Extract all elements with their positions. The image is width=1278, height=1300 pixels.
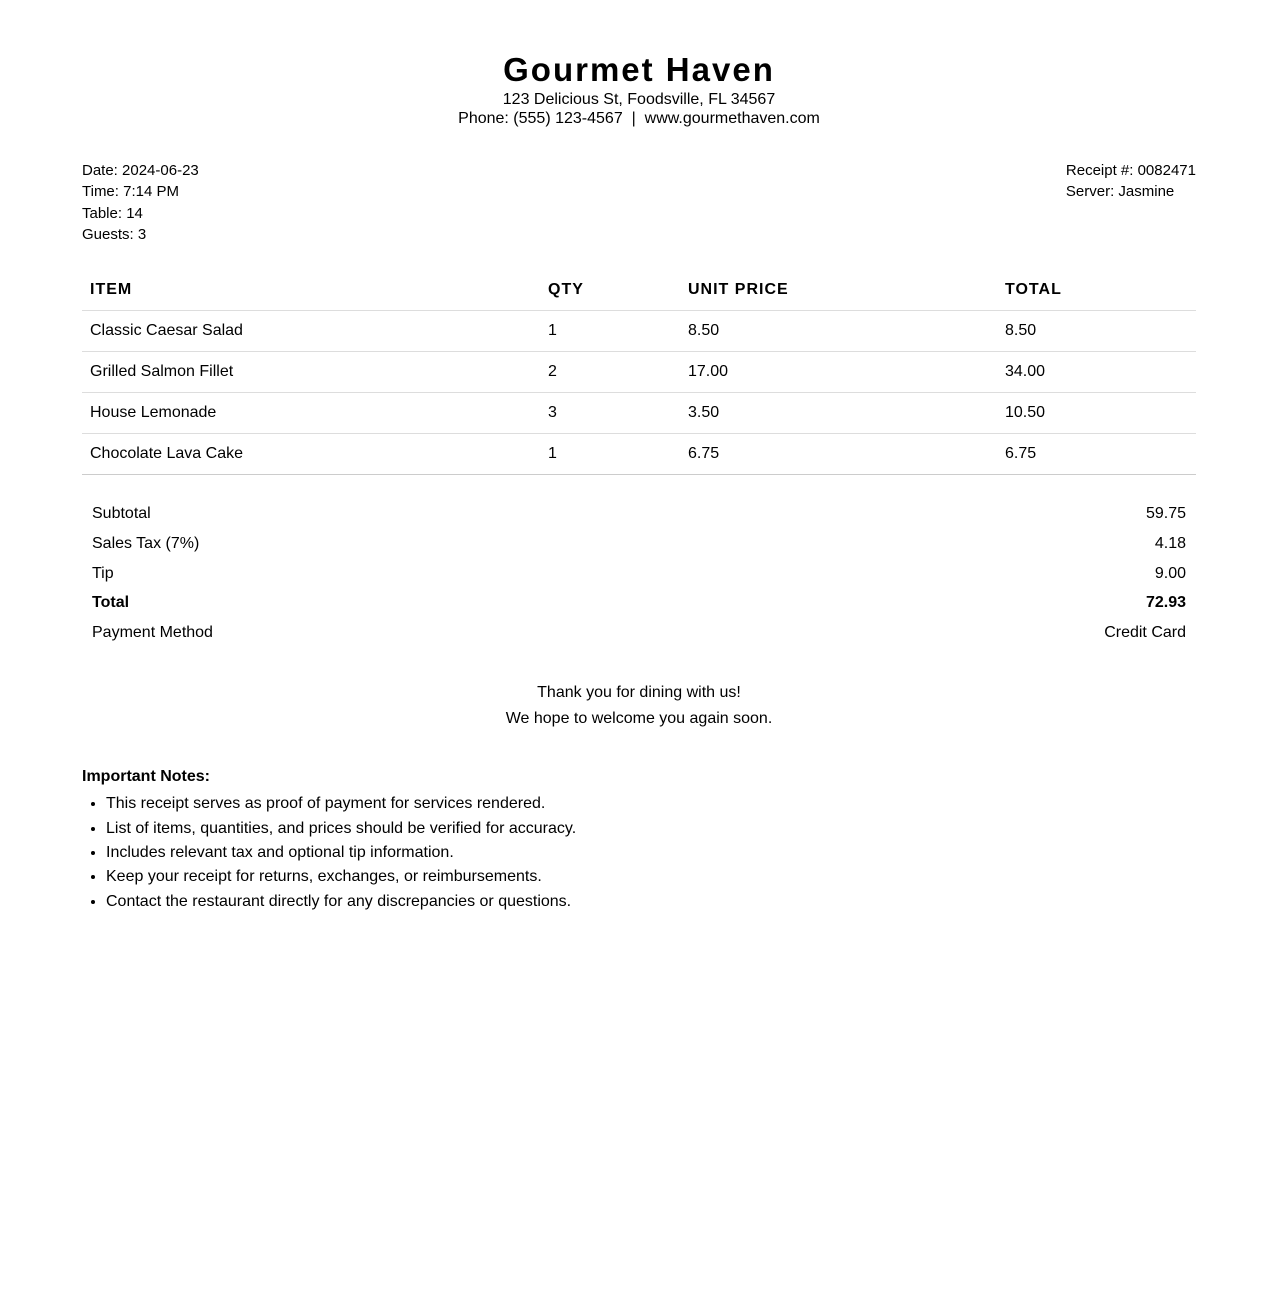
receipt-meta (82, 160, 1196, 245)
table-row (82, 434, 1196, 475)
tip-row (92, 559, 1186, 589)
restaurant-address: 123 Delicious St, Foodsville, FL 34567 (502, 91, 776, 108)
table-row (82, 393, 1196, 434)
item-qty: 1 (540, 311, 680, 352)
item-name: Classic Caesar Salad (82, 311, 540, 352)
item-qty: 3 (540, 393, 680, 434)
item-name: House Lemonade (82, 393, 540, 434)
subtotal-value: 59.75 (1145, 505, 1186, 523)
items-table (82, 269, 1196, 475)
tip-label: Tip (92, 564, 114, 582)
column-header-unit-price: UNIT PRICE (680, 269, 997, 311)
item-unit-price: 3.50 (680, 393, 997, 434)
table-header-row (82, 269, 1196, 311)
payment-value: Credit Card (1104, 624, 1186, 642)
receipt-guests: Guests: 3 (82, 225, 147, 243)
total-value: 72.93 (1145, 594, 1186, 612)
list-item: • Contact the restaurant directly for any discrepancies or questions. (106, 890, 1196, 914)
payment-row (92, 618, 1186, 648)
thank-you-line-2: We hope to welcome you again soon. (505, 710, 773, 728)
item-total: 34.00 (997, 352, 1196, 393)
tip-value: 9.00 (1154, 564, 1186, 582)
item-qty: 1 (540, 434, 680, 475)
receipt-number: Receipt #: 0082471 (1065, 162, 1196, 179)
receipt-table: Table: 14 (82, 204, 143, 222)
notes-list (82, 792, 1196, 914)
item-unit-price: 8.50 (680, 311, 997, 352)
column-header-qty: QTY (540, 269, 680, 311)
item-total: 10.50 (997, 393, 1196, 434)
total-label: Total (92, 594, 130, 612)
list-item: • Includes relevant tax and optional tip information. (106, 841, 1196, 865)
receipt-header (82, 50, 1196, 128)
thank-you-message (82, 680, 1196, 732)
item-total: 6.75 (997, 434, 1196, 475)
restaurant-contact: Phone: (555) 123-4567 | www.gourmethaven.com (458, 110, 820, 127)
item-total: 8.50 (997, 311, 1196, 352)
subtotal-row (92, 499, 1186, 529)
receipt-server: Server: Jasmine (1065, 183, 1175, 201)
important-notes (82, 766, 1196, 914)
payment-label: Payment Method (92, 624, 213, 642)
tax-value: 4.18 (1154, 534, 1186, 552)
column-header-total: TOTAL (997, 269, 1196, 311)
table-row (82, 352, 1196, 393)
item-unit-price: 6.75 (680, 434, 997, 475)
list-item: • Keep your receipt for returns, exchanges, or reimbursements. (106, 865, 1196, 889)
item-name: Chocolate Lava Cake (82, 434, 540, 475)
receipt-time: Time: 7:14 PM (82, 183, 179, 201)
restaurant-name: Gourmet Haven (503, 51, 775, 88)
meta-left (82, 160, 199, 245)
item-unit-price: 17.00 (680, 352, 997, 393)
column-header-item: ITEM (82, 269, 540, 311)
list-item: • List of items, quantities, and prices should be verified for accuracy. (106, 817, 1196, 841)
total-row (92, 589, 1186, 619)
receipt-date: Date: 2024-06-23 (82, 162, 199, 179)
tax-label: Sales Tax (7%) (92, 534, 200, 552)
thank-you-line-1: Thank you for dining with us! (537, 684, 741, 702)
tax-row (92, 529, 1186, 559)
item-name: Grilled Salmon Fillet (82, 352, 540, 393)
notes-title: Important Notes: (82, 768, 210, 786)
table-row (82, 311, 1196, 352)
list-item: • This receipt serves as proof of payment for services rendered. (106, 792, 1196, 816)
receipt-page (82, 0, 1196, 914)
summary-section (82, 499, 1196, 648)
subtotal-label: Subtotal (92, 505, 151, 523)
item-qty: 2 (540, 352, 680, 393)
meta-right (1066, 160, 1196, 245)
